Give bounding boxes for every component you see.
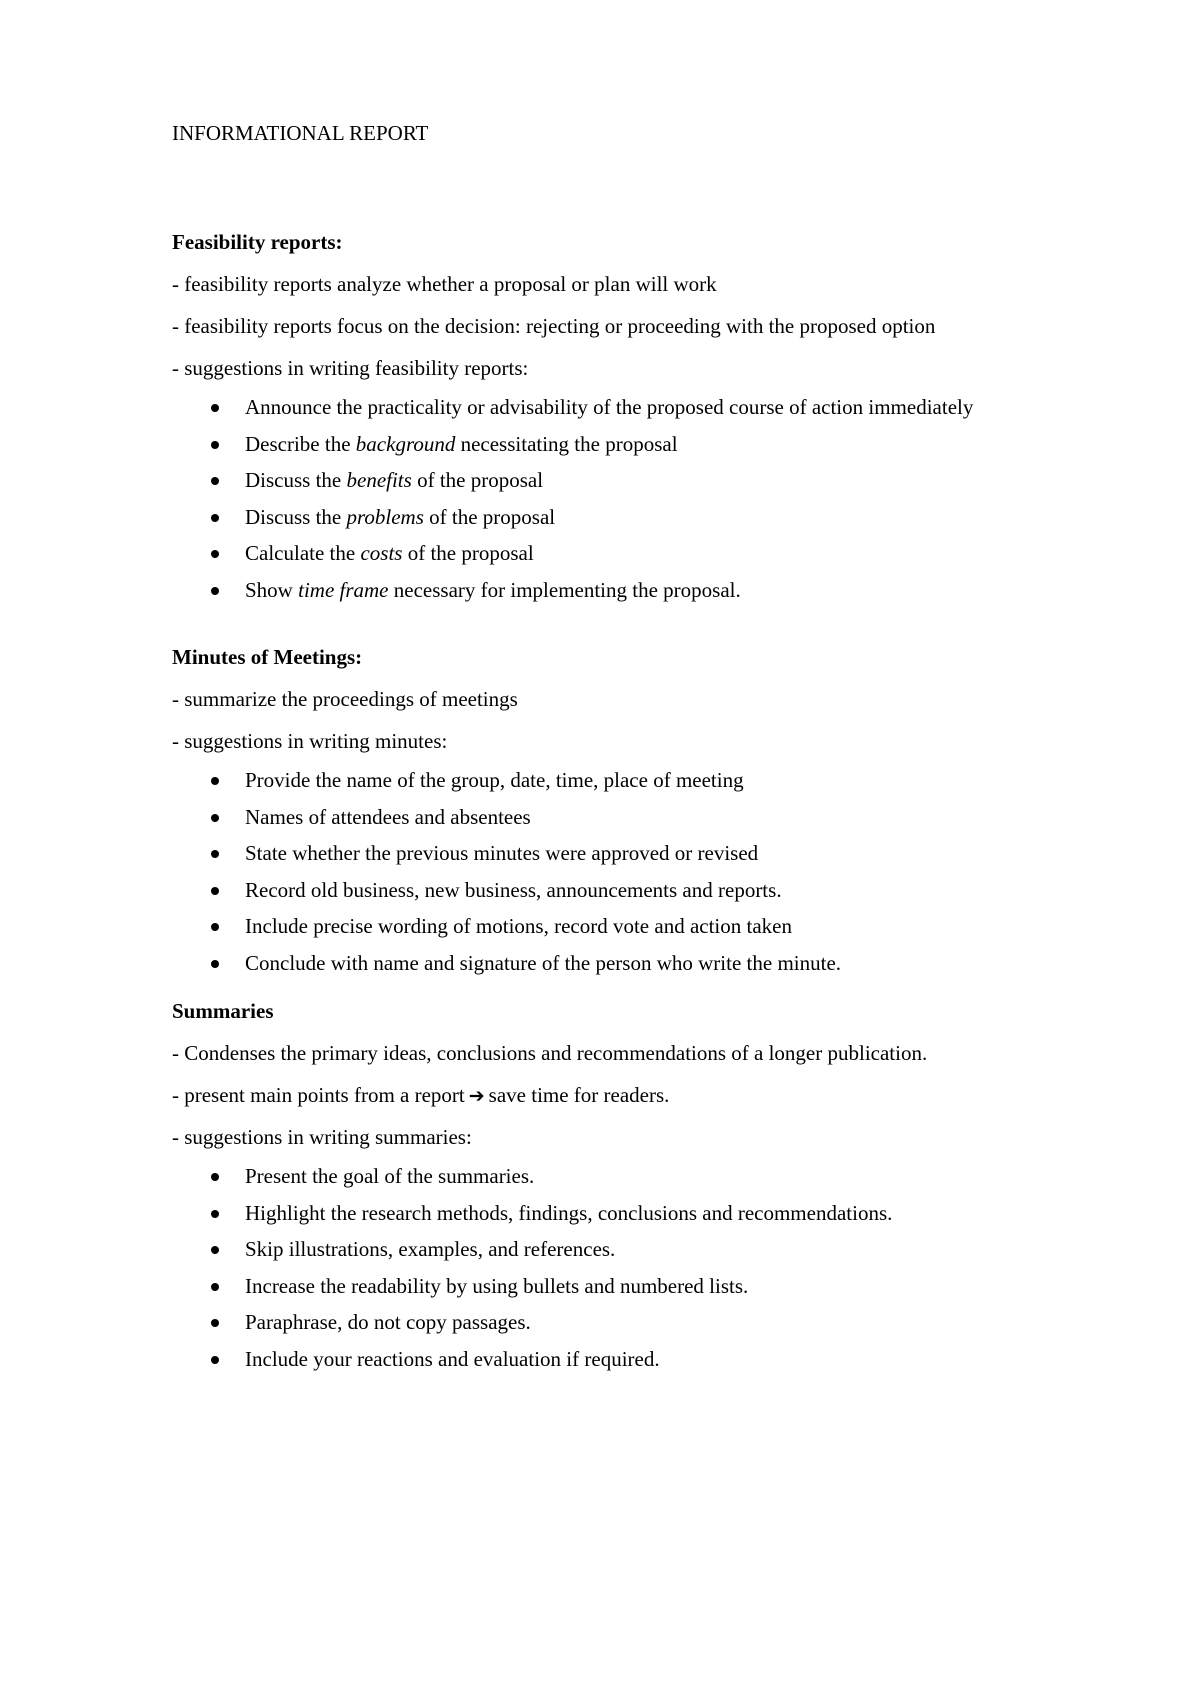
summaries-line: - Condenses the primary ideas, conclusions and recommendations of a longer publication. <box>172 1041 928 1065</box>
minutes-line: - suggestions in writing minutes: <box>172 729 448 753</box>
bullet-icon <box>211 777 219 785</box>
bullet-icon <box>211 441 219 449</box>
bullet-icon <box>211 814 219 822</box>
bullet-icon <box>211 1319 219 1327</box>
summaries-bullet-list <box>172 1158 1132 1377</box>
list-item: Discuss the benefits of the proposal <box>172 462 1132 499</box>
bullet-icon <box>211 550 219 558</box>
list-item: Record old business, new business, announcements and reports. <box>172 872 1132 909</box>
list-item: Provide the name of the group, date, time, place of meeting <box>172 762 1132 799</box>
bullet-icon <box>211 404 219 412</box>
list-item: Include precise wording of motions, record vote and action taken <box>172 908 1132 945</box>
list-item: Present the goal of the summaries. <box>172 1158 1132 1195</box>
list-item: Skip illustrations, examples, and references. <box>172 1231 1132 1268</box>
list-item: Highlight the research methods, findings, conclusions and recommendations. <box>172 1195 1132 1232</box>
bullet-icon <box>211 960 219 968</box>
bullet-icon <box>211 1356 219 1364</box>
list-item: State whether the previous minutes were approved or revised <box>172 835 1132 872</box>
feasibility-heading: Feasibility reports: <box>172 230 343 254</box>
bullet-icon <box>211 477 219 485</box>
document-title: INFORMATIONAL REPORT <box>172 121 429 145</box>
feasibility-section <box>172 221 1132 608</box>
list-item: Names of attendees and absentees <box>172 799 1132 836</box>
bullet-icon <box>211 587 219 595</box>
bullet-icon <box>211 1173 219 1181</box>
right-arrow-icon: ➔ <box>468 1085 485 1107</box>
bullet-icon <box>211 1210 219 1218</box>
bullet-icon <box>211 887 219 895</box>
minutes-heading: Minutes of Meetings: <box>172 645 363 669</box>
bullet-icon <box>211 514 219 522</box>
feasibility-line: - suggestions in writing feasibility reports: <box>172 356 529 380</box>
feasibility-line: - feasibility reports focus on the decision: rejecting or proceeding with the proposed option <box>172 314 936 338</box>
list-item: Show time frame necessary for implementing the proposal. <box>172 572 1132 609</box>
list-item: Discuss the problems of the proposal <box>172 499 1132 536</box>
summaries-section <box>172 990 1132 1377</box>
feasibility-bullet-list <box>172 389 1132 608</box>
list-item: Increase the readability by using bullets and numbered lists. <box>172 1268 1132 1305</box>
bullet-icon <box>211 1283 219 1291</box>
minutes-bullet-list <box>172 762 1132 981</box>
summaries-heading: Summaries <box>172 999 274 1023</box>
minutes-section <box>172 636 1132 981</box>
list-item: Include your reactions and evaluation if required. <box>172 1341 1132 1378</box>
minutes-line: - summarize the proceedings of meetings <box>172 687 518 711</box>
list-item: Paraphrase, do not copy passages. <box>172 1304 1132 1341</box>
summaries-line: - present main points from a report ➔ save time for readers. <box>172 1074 1132 1116</box>
list-item: Calculate the costs of the proposal <box>172 535 1132 572</box>
bullet-icon <box>211 1246 219 1254</box>
list-item: Announce the practicality or advisability of the proposed course of action immediately <box>172 389 1132 426</box>
bullet-icon <box>211 923 219 931</box>
list-item: Conclude with name and signature of the person who write the minute. <box>172 945 1132 982</box>
summaries-line: - suggestions in writing summaries: <box>172 1125 472 1149</box>
list-item: Describe the background necessitating the proposal <box>172 426 1132 463</box>
feasibility-line: - feasibility reports analyze whether a proposal or plan will work <box>172 272 717 296</box>
bullet-icon <box>211 850 219 858</box>
